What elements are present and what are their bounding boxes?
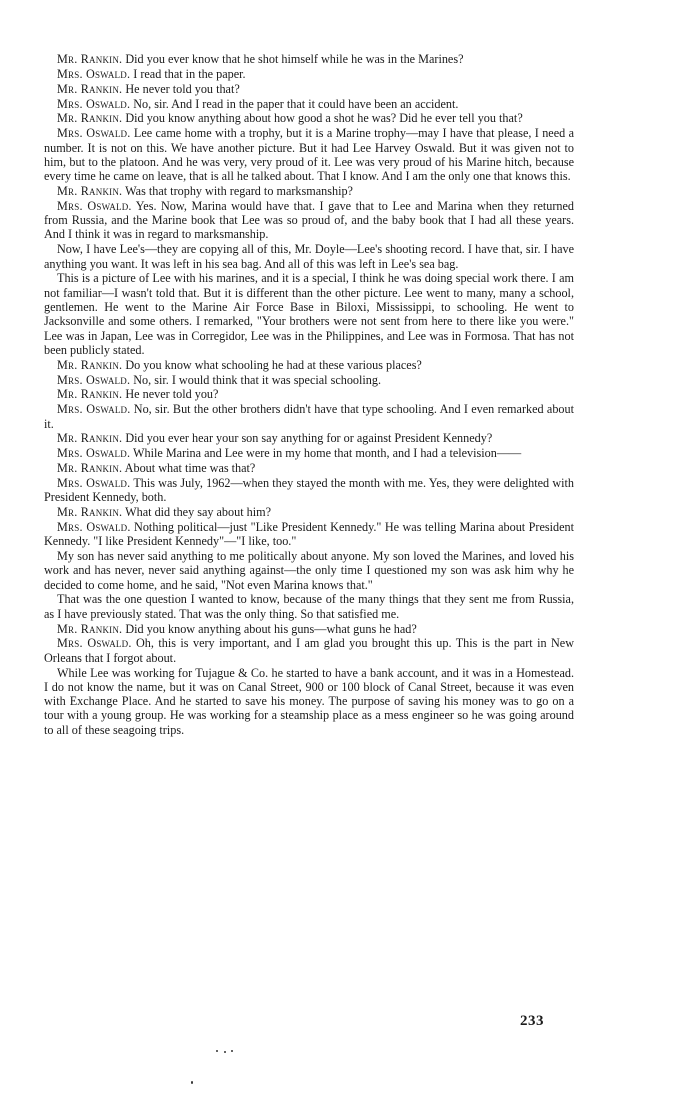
speech: Nothing political—just "Like President Kennedy." He was telling Marina about President Kennedy. "I like President Kennedy"—"I like, too." <box>44 519 574 549</box>
speech: About what time was that? <box>122 461 256 476</box>
paragraph <box>44 358 574 372</box>
speech: No, sir. And I read in the paper that it could have been an accident. <box>130 96 459 111</box>
speaker: Mr. Rankin. <box>57 111 123 126</box>
paragraph <box>44 184 574 198</box>
page-number: 233 <box>520 1013 544 1029</box>
paragraph <box>44 271 574 357</box>
speech: No, sir. I would think that it was special schooling. <box>130 372 382 387</box>
speech: No, sir. But the other brothers didn't have that type schooling. And I even remarked about it. <box>44 402 575 431</box>
speaker: Mrs. Oswald. <box>57 636 132 651</box>
paragraph <box>44 97 574 111</box>
speech: What did they say about him? <box>122 505 272 520</box>
speech: I read that in the paper. <box>130 66 246 81</box>
speech: Yes. Now, Marina would have that. I gave that to Lee and Marina when they returned from Russia, and the Marine book that Lee was so proud of, and the baby book that I had all these years. And I think it was in regard to marksmanship. <box>44 198 574 242</box>
speaker: Mr. Rankin. <box>57 52 123 66</box>
paragraph <box>44 431 574 445</box>
speech: My son has never said anything to me politically about anyone. My son loved the Marines, and loved his work and has never, never said anything against—the only time I questioned my son was ask him why he decided to come home, and he said, "Not even Marina knows that." <box>44 549 574 592</box>
paragraph <box>44 126 574 183</box>
speaker: Mrs. Oswald. <box>57 372 131 387</box>
paragraph <box>44 242 574 271</box>
speech: This is a picture of Lee with his marines, and it is a special, I think he was doing special work there. I am not familiar—I wasn't told that. But it is different than the other picture. Lee went to many, many a school, gentlemen. He went to the Marine Air Force Base in Biloxi, Mississippi, to schooling. He went to Jacksonville and some others. I remarked, "Your brothers were not sent from here to there like you were." Lee was in Japan, Lee was in Corregidor, Lee was in the Philippines, and Lee was in Formosa. That has not been publicly stated. <box>44 271 574 357</box>
speech: He never told you? <box>122 387 219 402</box>
paragraph <box>44 111 574 125</box>
speech: Did you ever know that he shot himself while he was in the Marines? <box>122 52 464 66</box>
speaker: Mr. Rankin. <box>57 183 123 198</box>
speech: Did you ever hear your son say anything for or against President Kennedy? <box>122 431 493 446</box>
speech: While Lee was working for Tujague & Co. he started to have a bank account, and it was in a Homestead. I do not know the name, but it was on Canal Street, 900 or 100 block of Canal Street, because it was even with Exchange Place. And he started to save his money. The purpose of saving his money was to go on a tour with a young group. He was working for a steamship place as a mess engineer so he was going around to all of these seagoing trips. <box>44 665 574 737</box>
speaker: Mr. Rankin. <box>57 505 123 520</box>
speaker: Mrs. Oswald. <box>57 96 131 111</box>
paragraph <box>44 476 574 505</box>
speaker: Mrs. Oswald. <box>57 126 131 141</box>
paragraph <box>44 592 574 621</box>
speech: Did you know anything about how good a shot he was? Did he ever tell you that? <box>122 111 523 126</box>
speech: This was July, 1962—when they stayed the month with me. Yes, they were delighted with President Kennedy, both. <box>44 475 575 505</box>
scan-speck <box>231 1050 233 1052</box>
speaker: Mrs. Oswald. <box>57 475 131 490</box>
speech: Now, I have Lee's—they are copying all of this, Mr. Doyle—Lee's shooting record. I have that, sir. I have anything you want. It was left in his sea bag. And all of this was left in Lee's sea bag. <box>44 242 574 271</box>
paragraph <box>44 636 574 665</box>
paragraph <box>44 82 574 96</box>
speech: While Marina and Lee were in my home that month, and I had a television—— <box>130 446 522 461</box>
speaker: Mr. Rankin. <box>57 461 123 476</box>
scan-speck <box>191 1081 193 1084</box>
speaker: Mrs. Oswald. <box>57 519 131 534</box>
speech: That was the one question I wanted to know, because of the many things that they sent me from Russia, as I have previously stated. That was the only thing. So that satisfied me. <box>44 592 574 621</box>
speaker: Mr. Rankin. <box>57 621 123 636</box>
paragraph <box>44 402 574 431</box>
scan-speck <box>216 1050 218 1052</box>
paragraph <box>44 520 574 549</box>
speaker: Mr. Rankin. <box>57 357 123 372</box>
paragraph <box>44 549 574 592</box>
paragraph <box>44 52 574 66</box>
paragraph <box>44 446 574 460</box>
paragraph <box>44 373 574 387</box>
paragraph <box>44 505 574 519</box>
speech: Oh, this is very important, and I am glad you brought this up. This is the part in New Orleans that I forgot about. <box>44 636 574 665</box>
speech: Lee came home with a trophy, but it is a Marine trophy—may I have that please, I need a number. It is not on this. We have another picture. But it had Lee Harvey Oswald. But it was given not to him, but to the platoon. And he was very, very proud of it. Lee was very proud of his Marine hitch, because every time he came on leave, that is all he talked about. That I know. And I am the only one that knows this. <box>44 126 574 184</box>
paragraph <box>44 622 574 636</box>
speaker: Mr. Rankin. <box>57 81 123 96</box>
testimony-text <box>44 52 574 738</box>
speaker: Mrs. Oswald. <box>57 198 132 213</box>
speaker: Mrs. Oswald. <box>57 446 131 461</box>
scan-speck <box>224 1051 226 1053</box>
speech: Was that trophy with regard to marksmanship? <box>122 183 353 198</box>
paragraph <box>44 387 574 401</box>
paragraph <box>44 67 574 81</box>
paragraph <box>44 461 574 475</box>
speaker: Mrs. Oswald. <box>57 66 131 81</box>
speech: Did you know anything about his guns—what guns he had? <box>122 621 417 636</box>
speaker: Mrs. Oswald. <box>57 402 131 417</box>
paragraph <box>44 199 574 242</box>
speech: He never told you that? <box>122 81 240 96</box>
speaker: Mr. Rankin. <box>57 431 123 446</box>
speaker: Mr. Rankin. <box>57 387 123 402</box>
paragraph <box>44 666 574 737</box>
speech: Do you know what schooling he had at these various places? <box>122 357 422 372</box>
